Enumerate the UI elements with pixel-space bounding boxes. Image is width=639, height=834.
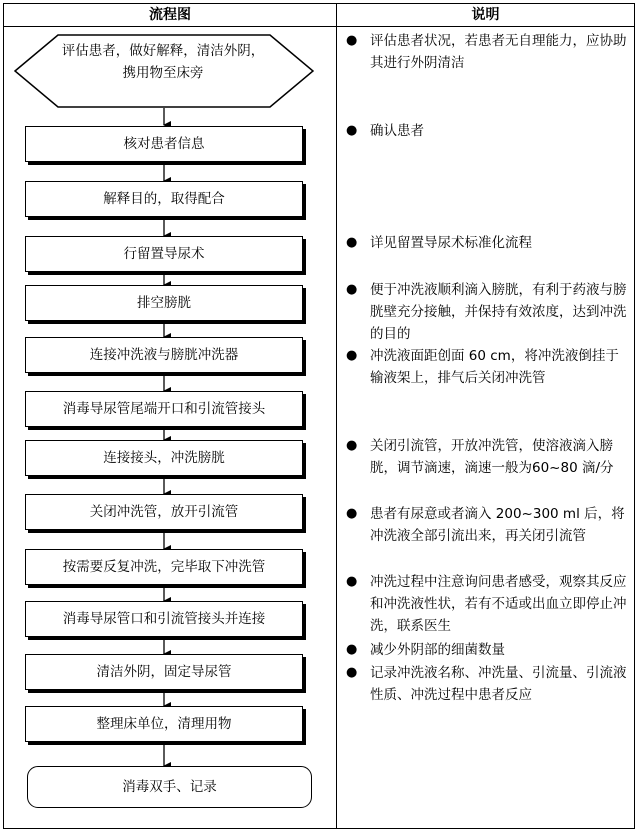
- bullet-icon: ●: [346, 642, 358, 657]
- note-item: [344, 662, 628, 706]
- note-text: 详见留置导尿术标准化流程: [370, 235, 532, 251]
- notes-column-header: 说明: [471, 7, 500, 23]
- bullet-icon: ●: [346, 348, 358, 363]
- column-divider: [336, 3, 337, 829]
- end-step: 消毒双手、记录: [27, 766, 312, 808]
- bullet-icon: ●: [346, 665, 358, 680]
- note-item: [344, 279, 628, 345]
- note-text: 患者有尿意或者滴入 200~300 ml 后，将冲洗液全部引流出来，再关闭引流管: [370, 506, 625, 544]
- bullet-icon: ●: [346, 282, 358, 297]
- note-item: [344, 232, 628, 254]
- step-disinfect-catheter-end: 消毒导尿管尾端开口和引流管接头: [25, 391, 303, 427]
- note-item: [344, 639, 628, 661]
- step-disinfect-and-reconnect: 消毒导尿管口和引流管接头并连接: [25, 601, 303, 637]
- flow-column-header: 流程图: [149, 7, 191, 23]
- bullet-icon: ●: [346, 506, 358, 521]
- note-item: [344, 503, 628, 547]
- note-text: 冲洗过程中注意询问患者感受，观察其反应和冲洗液性状，若有不适或出血立即停止冲洗，联系医生: [370, 574, 627, 634]
- note-item: [344, 345, 628, 389]
- step-empty-bladder: 排空膀胱: [25, 285, 303, 321]
- note-text: 冲洗液面距创面 60 cm，将冲洗液倒挂于输液架上，排气后关闭冲洗管: [370, 348, 619, 386]
- note-item: [344, 30, 628, 74]
- note-item: [344, 435, 628, 479]
- note-text: 评估患者状况，若患者无自理能力，应协助其进行外阴清洁: [370, 33, 627, 71]
- step-connect-and-irrigate: 连接接头，冲洗膀胱: [25, 440, 303, 476]
- step-tidy-up: 整理床单位，清理用物: [25, 706, 303, 742]
- bullet-icon: ●: [346, 33, 358, 48]
- start-step-text: 评估患者，做好解释，清洁外阴，携用物至床旁: [61, 43, 265, 81]
- step-close-irrigation: 关闭冲洗管，放开引流管: [25, 494, 303, 530]
- note-item: [344, 571, 628, 637]
- note-text: 减少外阴部的细菌数量: [370, 642, 505, 658]
- step-catheterization: 行留置导尿术: [25, 236, 303, 272]
- step-connect-irrigation: 连接冲洗液与膀胱冲洗器: [25, 337, 303, 373]
- step-explain-purpose: 解释目的，取得配合: [25, 181, 303, 217]
- note-item: [344, 120, 628, 142]
- note-text: 便于冲洗液顺利滴入膀胱，有利于药液与膀胱壁充分接触，并保持有效浓度，达到冲洗的目的: [370, 282, 627, 342]
- bullet-icon: ●: [346, 235, 358, 250]
- note-text: 记录冲洗液名称、冲洗量、引流量、引流液性质、冲洗过程中患者反应: [370, 665, 627, 703]
- bullet-icon: ●: [346, 438, 358, 453]
- step-repeat-irrigation: 按需要反复冲洗，完毕取下冲洗管: [25, 549, 303, 585]
- step-clean-and-fix: 清洁外阴，固定导尿管: [25, 654, 303, 690]
- bullet-icon: ●: [346, 574, 358, 589]
- note-text: 关闭引流管，开放冲洗管，使溶液滴入膀胱，调节滴速，滴速一般为60~80 滴/分: [370, 438, 614, 476]
- note-text: 确认患者: [370, 123, 424, 139]
- bullet-icon: ●: [346, 123, 358, 138]
- step-verify-patient: 核对患者信息: [25, 126, 303, 162]
- header-divider: [3, 26, 635, 27]
